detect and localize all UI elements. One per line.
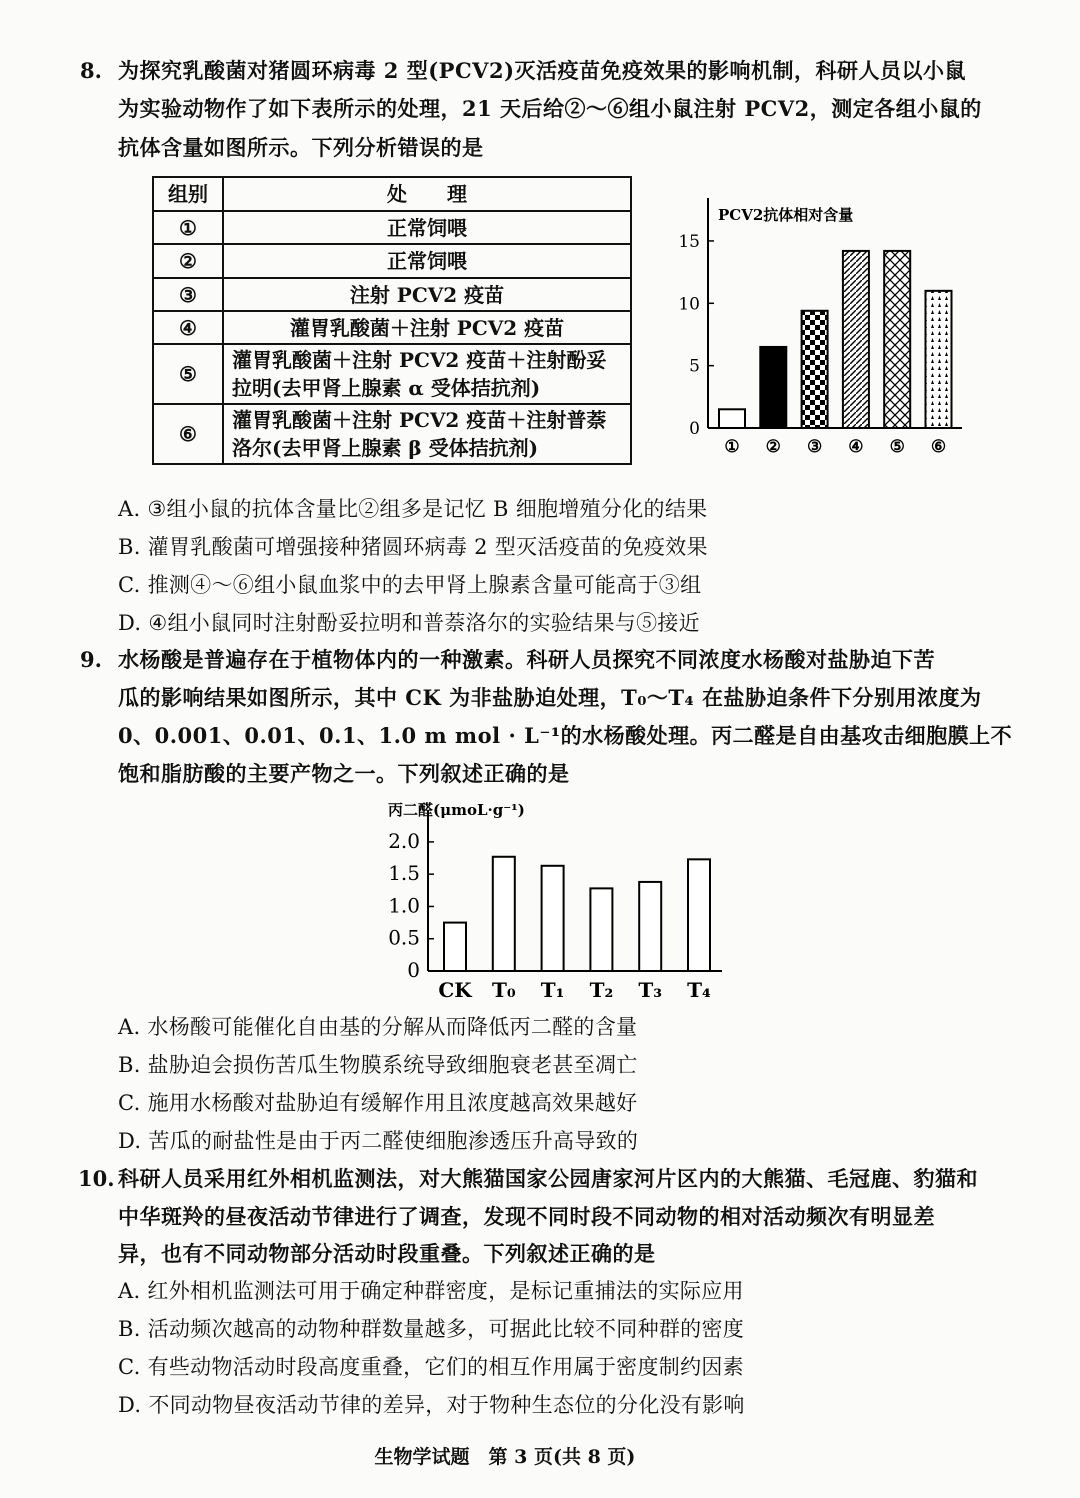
y-tick-label: 15 <box>678 231 700 252</box>
q10-number: 10. <box>78 1166 115 1191</box>
x-tick-label: ② <box>765 437 781 457</box>
y-tick-label: 0 <box>407 958 420 982</box>
y-tick-label: 10 <box>678 294 700 315</box>
q9-option-c: C. 施用水杨酸对盐胁迫有缓解作用且浓度越高效果越好 <box>118 1091 638 1115</box>
bar <box>926 291 952 428</box>
table-cell: 正常饲喂 <box>223 211 631 244</box>
q10-line: 中华斑羚的昼夜活动节律进行了调查，发现不同时段不同动物的相对活动频次有明显差 <box>118 1204 935 1229</box>
q8-number: 8. <box>80 58 102 83</box>
table-cell: ① <box>153 211 223 244</box>
table-cell: 灌胃乳酸菌＋注射 PCV2 疫苗 <box>223 311 631 344</box>
x-tick-label: CK <box>438 978 472 1002</box>
q9-option-d: D. 苦瓜的耐盐性是由于丙二醛使细胞渗透压升高导致的 <box>118 1129 639 1153</box>
bar <box>590 888 612 971</box>
y-tick-label: 1.5 <box>388 861 420 886</box>
x-tick-label: ⑤ <box>889 437 905 457</box>
chart-title: 丙二醛(μmoL·g⁻¹) <box>388 801 525 819</box>
table-cell: 灌胃乳酸菌＋注射 PCV2 疫苗＋注射普萘洛尔(去甲肾上腺素 β 受体拮抗剂) <box>223 404 631 464</box>
y-tick-label: 2.0 <box>388 828 420 853</box>
table-cell: ② <box>153 244 223 278</box>
table-cell: 正常饲喂 <box>223 244 631 278</box>
bar <box>639 882 661 971</box>
q10-option-b: B. 活动频次越高的动物种群数量越多，可据此比较不同种群的密度 <box>118 1317 745 1341</box>
antibody-chart <box>670 190 980 470</box>
bar <box>444 923 466 971</box>
q9-option-b: B. 盐胁迫会损伤苦瓜生物膜系统导致细胞衰老甚至凋亡 <box>118 1053 638 1077</box>
q9-line: 瓜的影响结果如图所示，其中 CK 为非盐胁迫处理，T₀～T₄ 在盐胁迫条件下分别用浓度为 <box>118 685 982 710</box>
q8-option-c: C. 推测④～⑥组小鼠血浆中的去甲肾上腺素含量可能高于③组 <box>118 573 702 597</box>
table-cell: ⑥ <box>153 404 223 464</box>
x-tick-label: T₃ <box>638 978 663 1002</box>
x-tick-label: ⑥ <box>930 437 947 457</box>
bar <box>719 409 745 428</box>
x-tick-label: ④ <box>848 437 864 457</box>
x-tick-label: T₁ <box>540 978 565 1002</box>
x-tick-label: T₄ <box>687 978 711 1002</box>
chart-title: PCV2抗体相对含量 <box>718 206 854 224</box>
table-header: 组别 <box>153 177 223 211</box>
x-tick-label: ③ <box>806 437 823 457</box>
table-header: 处 理 <box>223 177 631 211</box>
q10-line: 异，也有不同动物部分活动时段重叠。下列叙述正确的是 <box>118 1241 656 1266</box>
x-tick-label: ① <box>724 437 740 457</box>
bar <box>760 347 786 428</box>
q10-line: 科研人员采用红外相机监测法，对大熊猫国家公园唐家河片区内的大熊猫、毛冠鹿、豹猫和 <box>118 1166 978 1191</box>
q9-line: 水杨酸是普遍存在于植物体内的一种激素。科研人员探究不同浓度水杨酸对盐胁迫下苦 <box>118 647 935 672</box>
q9-line: 0、0.001、0.01、0.1、1.0 m mol · L⁻¹的水杨酸处理。丙二醛是自由基攻击细胞膜上不 <box>118 723 1013 748</box>
q9-line: 饱和脂肪酸的主要产物之一。下列叙述正确的是 <box>118 761 570 786</box>
y-tick-label: 1.0 <box>388 893 420 918</box>
q8-line: 抗体含量如图所示。下列分析错误的是 <box>118 135 484 160</box>
q10-option-d: D. 不同动物昼夜活动节律的差异，对于物种生态位的分化没有影响 <box>118 1393 745 1417</box>
table-cell: ⑤ <box>153 344 223 404</box>
x-tick-label: T₀ <box>491 978 516 1002</box>
bar <box>884 251 910 428</box>
q10-option-a: A. 红外相机监测法可用于确定种群密度，是标记重捕法的实际应用 <box>118 1279 744 1303</box>
q10-option-c: C. 有些动物活动时段高度重叠，它们的相互作用属于密度制约因素 <box>118 1355 744 1379</box>
table-cell: 灌胃乳酸菌＋注射 PCV2 疫苗＋注射酚妥拉明(去甲肾上腺素 α 受体拮抗剂) <box>223 344 631 404</box>
treatment-table <box>152 176 632 465</box>
bar <box>802 311 828 428</box>
y-tick-label: 0 <box>689 419 700 439</box>
bar <box>688 859 710 971</box>
table-cell: 注射 PCV2 疫苗 <box>223 278 631 311</box>
q8-option-b: B. 灌胃乳酸菌可增强接种猪圆环病毒 2 型灭活疫苗的免疫效果 <box>118 535 708 559</box>
bar <box>843 251 869 428</box>
x-tick-label: T₂ <box>589 978 614 1002</box>
y-tick-label: 5 <box>689 356 700 377</box>
bar <box>493 857 515 971</box>
table-cell: ③ <box>153 278 223 311</box>
q8-line: 为探究乳酸菌对猪圆环病毒 2 型(PCV2)灭活疫苗免疫效果的影响机制，科研人员以小鼠 <box>118 58 967 83</box>
y-tick-label: 0.5 <box>388 925 420 950</box>
mda-chart <box>380 790 740 1010</box>
q8-option-a: A. ③组小鼠的抗体含量比②组多是记忆 B 细胞增殖分化的结果 <box>118 497 708 521</box>
bar <box>542 866 564 971</box>
q9-option-a: A. 水杨酸可能催化自由基的分解从而降低丙二醛的含量 <box>118 1015 638 1039</box>
q8-option-d: D. ④组小鼠同时注射酚妥拉明和普萘洛尔的实验结果与⑤接近 <box>118 611 700 635</box>
page-footer: 生物学试题 第 3 页(共 8 页) <box>374 1446 636 1468</box>
q9-number: 9. <box>80 647 102 672</box>
q8-line: 为实验动物作了如下表所示的处理，21 天后给②～⑥组小鼠注射 PCV2，测定各组小鼠的 <box>118 96 982 121</box>
table-cell: ④ <box>153 311 223 344</box>
